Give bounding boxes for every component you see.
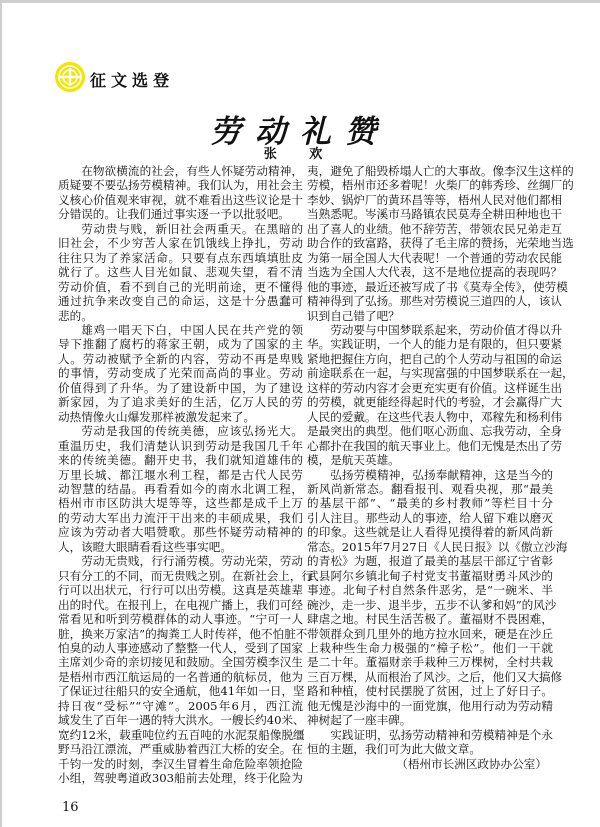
text-line: 人民的爱戴。在这些代表人物中，邓稼先和杨利伟 [307, 409, 563, 424]
left-column [58, 164, 314, 786]
text-line: 的事情，劳动变成了光荣而高尚的事业。劳动 [58, 366, 303, 381]
text-line: 助合作的致富路，获得了毛主席的赞扬，光荣地当选 [307, 236, 574, 251]
article-title: 劳动礼赞 [210, 114, 390, 150]
text-line: 心都扑在我国的航天事业上。他们无愧是杰出了劳 [307, 438, 563, 453]
paragraph [58, 164, 303, 222]
text-line: 劳动要与中国梦联系起来，劳动价值才得以升 [330, 322, 563, 337]
text-line: 只有分工的不同，而无贵贱之别。在新社会上，行 [58, 568, 314, 583]
text-line: 重温历史，我们清楚认识到劳动是我国几千年 [58, 438, 303, 453]
section-label: 征文选登 [90, 71, 175, 90]
paragraph [307, 322, 574, 468]
text-line: 的印象。这些就是让人看得见摸得着的新风尚新 [307, 525, 553, 540]
text-line: 了保证过往船只的安全通航，他41年如一日，坚 [58, 684, 305, 699]
text-line: 宽约12米，载重吨位约五百吨的水泥泵船像脱缰 [58, 727, 305, 742]
text-line: 常态。2015年7月27日《人民日报》以《傲立沙海 [307, 539, 568, 554]
text-line: 梧州市市区防洪大堤等等，这些都是成千上万 [58, 496, 303, 511]
text-line: 出了喜人的业绩。他不辞劳苦，带领农民兄弟走互 [307, 221, 563, 236]
text-line: 模，是航天英雄。 [307, 453, 400, 468]
text-line: 人，该瞪大眼睛看看这些事实吧。 [58, 539, 232, 554]
text-line: 识到自己错了吧？ [307, 308, 400, 323]
text-line: 的劳动大军出力流汗干出来的丰硕成果，我们 [58, 510, 303, 525]
text-line: 劳动无贵贱，行行涌劳模。劳动光荣，劳动 [81, 554, 303, 569]
text-line: 应该为劳动者大唱赞歌。那些怀疑劳动精神的 [58, 525, 303, 540]
text-line: 当选为全国人大代表，这不是地位提高的表现吗？ [307, 265, 563, 280]
text-line: 的青松》为题，报道了最美的基层干部辽宁省彰 [307, 554, 553, 569]
text-line: 新风尚新常态。翻看报刊、观看央视，那“最美 [307, 481, 553, 496]
text-line: 劳动贵与贱，新旧社会两重天。在黑暗的 [81, 221, 303, 236]
paragraph [58, 554, 314, 786]
text-line: 上栽种些生命力极强的“樟子松”。他们一干就 [307, 640, 553, 655]
text-line: 前途联系在一起，与实现富强的中国梦联系在一起， [307, 366, 574, 381]
page-border-top [0, 0, 600, 3]
text-line: 劳模，梧州市还多着呢！火柴厂的韩秀珍、丝绸厂的 [307, 178, 574, 193]
text-line: 千钧一发的时刻，李汉生冒着生命危险率领抢险 [58, 756, 303, 771]
text-line: 人。劳动被赋予全新的内容，劳动不再是卑贱 [58, 351, 303, 366]
text-line: 小组，驾驶粤道政303船前去处理，终于化险为 [58, 771, 303, 786]
text-line: 价值得到了升华。为了建设新中国，为了建设 [58, 380, 303, 395]
text-line: 劳动是我国的传统美德，应该弘扬光大。 [81, 424, 303, 439]
text-line: 的劳模，就更能经得起时代的考验，才会赢得广大 [307, 395, 563, 410]
text-line: 引人注目。那些动人的事迹，给人留下难以磨灭 [307, 510, 553, 525]
text-line: 武县阿尔乡镇北甸子村党支书董福财勇斗风沙的 [307, 568, 553, 583]
text-line: 事迹。北甸子村自然条件恶劣，是“一碗米、半 [307, 583, 553, 598]
text-line: 他无愧是沙海中的一面党旗，他用行动为劳动精 [307, 698, 553, 713]
text-line: 常看见和听到劳模群体的动人事迹。“宁可一人 [58, 612, 303, 627]
text-line: 万里长城、都江堰水利工程，都是古代人民劳 [58, 467, 303, 482]
page-number: 16 [62, 800, 79, 815]
text-line: 弘扬劳模精神，弘扬奉献精神，这是当今的 [330, 467, 553, 482]
text-line: 在物欲横流的社会，有些人怀疑劳动精神， [81, 164, 303, 178]
text-line: 通过抗争来改变自己的命运，这是十分愚蠢可 [58, 294, 303, 309]
text-line: 精神得到了弘扬。那些对劳模说三道四的人，该认 [307, 294, 563, 309]
paragraph [307, 467, 568, 728]
text-line: 怕臭的动人事迹感动了整整一代人，受到了国家 [58, 640, 303, 655]
text-line: 带领群众到几里外的地方拉水回来，硬是在沙丘 [307, 626, 553, 641]
text-line: 华。实践证明，一个人的能力是有限的，但只要紧 [307, 337, 563, 352]
article-author: 张 欢 [263, 147, 337, 162]
text-line: 质疑要不要弘扬劳模精神。我们认为，用社会主 [58, 178, 303, 193]
text-line: 劳动价值，看不到自己的光明前途，更不懂得 [58, 279, 303, 294]
text-line: 路和种植，使村民摆脱了贫困，过上了好日子。 [307, 684, 553, 699]
text-line: 持日夜“受标”“守滩”。2005年6月，西江流 [58, 698, 303, 713]
text-line: 是梧州市西江航运局的一名普通的航标员，他为 [58, 669, 303, 684]
right-column [307, 164, 574, 771]
text-line: 义核心价值观来审视，就不难看出这些议论是十 [58, 192, 303, 207]
text-line: 脏，换来万家洁”的掏粪工人时传祥，他不怕脏不 [58, 626, 308, 641]
text-line: 为第一届全国人大代表呢！一个普通的劳动农民能 [307, 250, 563, 265]
text-line: 域发生了百年一遇的特大洪水。一艘长约40米、 [58, 713, 305, 728]
author-affiliation: （梧州市长洲区政协办公室） [396, 756, 547, 771]
text-line: 三百万棵，从而根治了风沙。之后，他们又大搞修 [307, 669, 563, 684]
text-line: 分错误的。让我们通过事实逐一予以批驳吧。 [58, 207, 290, 222]
text-line: 这样的劳动内容才会更充实更有价值。这样诞生出 [307, 380, 563, 395]
text-line: 就行了。这些人目光如鼠、悲观失望，看不清 [58, 265, 303, 280]
text-line: 的基层干部”、“最美的乡村教师”等栏目十分 [307, 496, 553, 511]
text-line: 恒的主题，我们可为此大做文章。 [307, 742, 481, 757]
text-line: 夷，避免了船毁桥塌人亡的大事故。像李汉生这样的 [307, 164, 574, 178]
text-line: 雄鸡一唱天下白，中国人民在共产党的领 [81, 322, 303, 337]
text-line: 旧社会，不少穷苦人家在饥饿线上挣扎，劳动 [58, 236, 303, 251]
text-line: 碗沙，走一步、退半步，五步不认爹和妈”的风沙 [307, 597, 557, 612]
text-line: 导下推翻了腐朽的蒋家王朝，成为了国家的主 [58, 337, 303, 352]
text-line: 悲的。 [58, 308, 93, 323]
text-line: 新家园，为了追求美好的生活，亿万人民的劳 [58, 395, 303, 410]
text-line: 行可以出状元，行行可以出劳模。这真是英雄辈 [58, 583, 303, 598]
text-line: 主席刘少奇的亲切接见和鼓励。全国劳模李汉生 [58, 655, 303, 670]
text-line: 往往只为了养家活命。只要有点东西填填肚皮 [58, 250, 303, 265]
paragraph [58, 323, 303, 424]
text-line: 来的传统美德。翻开史书，我们就知道雄伟的 [58, 453, 303, 468]
text-line: 是最突出的典型。他们呕心沥血、忘我劳动，全身 [307, 424, 563, 439]
text-line: 紧地把握住方向，把自己的个人劳动与祖国的命运 [307, 351, 563, 366]
text-line: 是二十年。董福财亲手栽种三万棵树，全村共栽 [307, 655, 553, 670]
trade-union-emblem-icon [55, 62, 85, 92]
text-line: 当熟悉呢。岑溪市马路镇农民莫寿全耕田种地也干 [307, 207, 563, 222]
text-line: 肆虐之地。村民生活苦极了。董福财不畏困难， [307, 612, 553, 627]
text-line: 出的时代。在报刊上，在电视广播上，我们可经 [58, 597, 303, 612]
text-line: 动热情像火山爆发那样被激发起来了。 [58, 409, 256, 424]
paragraph [307, 164, 574, 323]
text-line: 实践证明，弘扬劳动精神和劳模精神是个永 [330, 727, 553, 742]
text-line: 动智慧的结晶。再看看如今的南水北调工程， [58, 481, 303, 496]
text-line: 他的事迹，最近还被写成了书《莫寿全传》，使劳模 [307, 279, 568, 294]
text-line: 李妙、锅炉厂的黄环昌等等，梧州人民对他们都相 [307, 192, 563, 207]
paragraph [58, 222, 303, 323]
paragraph [307, 728, 553, 757]
text-line: 神树起了一座丰碑。 [307, 713, 412, 728]
paragraph [58, 424, 303, 554]
text-line: 野马沿江漂流，严重威胁着西江大桥的安全。在 [58, 742, 303, 757]
